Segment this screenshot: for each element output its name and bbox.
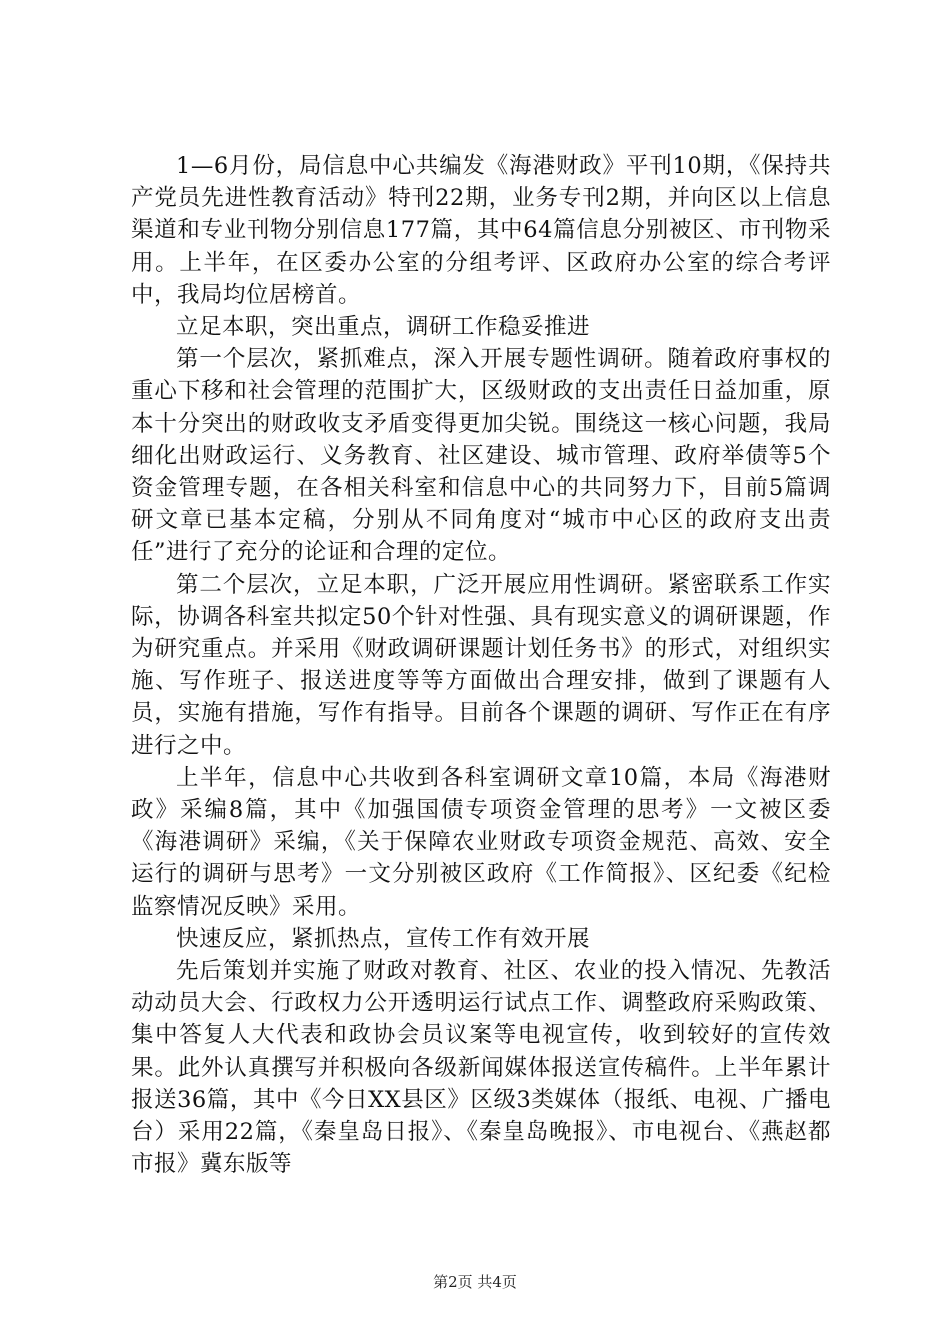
section-heading-publicity: 快速反应，紧抓热点，宣传工作有效开展 [176,925,591,952]
paragraph-publicity-work: 先后策划并实施了财政对教育、社区、农业的投入情况、先教活动动员大会、行政权力公开透明运行试点工作、调整政府采购政策、集中答复人大代表和政协会员议案等电视宣传，收到较好的宣传效果。此外认真撰写并积极向各级新闻媒体报送宣传稿件。上半年累计报送36篇，其中《今日XX县区》区级3类媒体（报纸、电视、广播电台）采用22篇，《秦皇岛日报》、《秦皇岛晚报》、市电视台、《燕赵都市报》冀东版等 [131,958,831,1178]
paragraph-first-level-research: 第一个层次，紧抓难点，深入开展专题性调研。随着政府事权的重心下移和社会管理的范围扩大，区级财政的支出责任日益加重，原本十分突出的财政收支矛盾变得更加尖锐。围绕这一核心问题，我局细化出财政运行、义务教育、社区建设、城市管理、政府举债等5个资金管理专题，在各相关科室和信息中心的共同努力下，目前5篇调研文章已基本定稿，分别从不同角度对“城市中心区的政府支出责任”进行了充分的论证和合理的定位。 [131,346,831,566]
paragraph-research-results: 上半年，信息中心共收到各科室调研文章10篇，本局《海港财政》采编8篇，其中《加强国债专项资金管理的思考》一文被区委《海港调研》采编，《关于保障农业财政专项资金规范、高效、安全运行的调研与思考》一文分别被区政府《工作简报》、区纪委《纪检监察情况反映》采用。 [131,764,831,920]
document-body [131,150,831,1181]
paragraph-second-level-research: 第二个层次，立足本职，广泛开展应用性调研。紧密联系工作实际，协调各科室共拟定50个针对性强、具有现实意义的调研课题，作为研究重点。并采用《财政调研课题计划任务书》的形式，对组织实施、写作班子、报送进度等等方面做出合理安排，做到了课题有人员，实施有措施，写作有指导。目前各个课题的调研、写作正在有序进行之中。 [131,571,831,759]
paragraph-information-summary: 1—6月份，局信息中心共编发《海港财政》平刊10期，《保持共产党员先进性教育活动》特刊22期，业务专刊2期，并向区以上信息渠道和专业刊物分别信息177篇，其中64篇信息分别被区、市刊物采用。上半年，在区委办公室的分组考评、区政府办公室的综合考评中，我局均位居榜首。 [131,153,831,308]
page-number-footer: 第2页 共4页 [433,1273,517,1291]
section-heading-research: 立足本职，突出重点，调研工作稳妥推进 [176,314,591,341]
